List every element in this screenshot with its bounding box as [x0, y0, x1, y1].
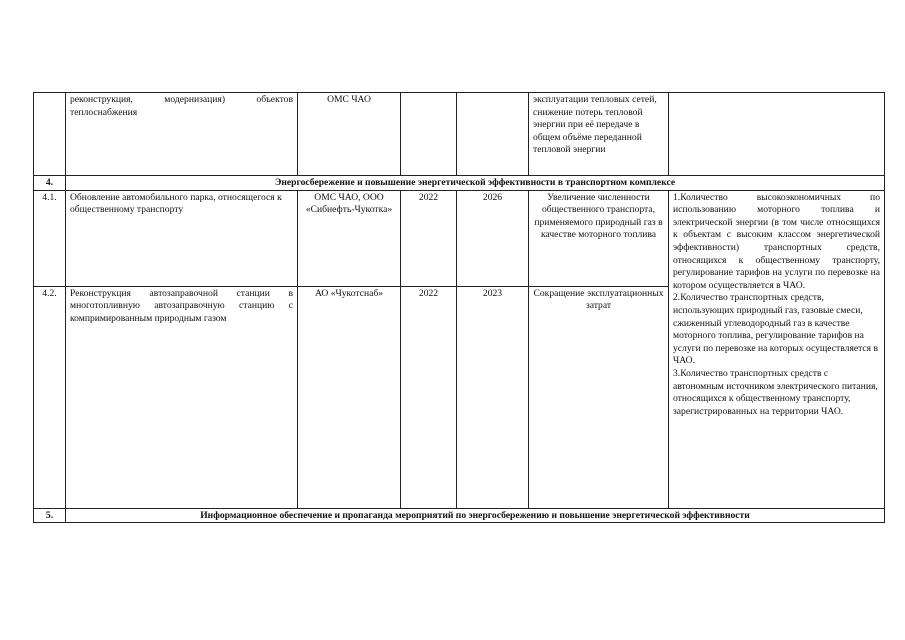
start-year: 2022: [401, 286, 457, 508]
expected-effect: Сокращение эксплуатационных затрат: [529, 286, 669, 508]
section-row: [34, 176, 885, 191]
expected-effect: эксплуатации тепловых сетей, снижение потерь тепловой энергии при её передаче в общем объёме переданной тепловой энергии: [529, 93, 669, 176]
start-year: [401, 93, 457, 176]
indicator-1: 1.Количество высокоэкономичных по использованию моторного топлива и электрической энергии (в том числе относящихся к объектам с высоким классом энергетической эффективности) транспортных средств, относящихся к общественному транспорту, регулирование тарифов на услуги по перевозке на котором осуществляется в ЧАО.: [673, 191, 880, 291]
section-number: 5.: [34, 508, 66, 523]
row-number: [34, 93, 66, 176]
section-title: Информационное обеспечение и пропаганда мероприятий по энергосбережению и повышение энергетической эффективности: [66, 508, 885, 523]
end-year: [457, 93, 529, 176]
table-row: [34, 190, 885, 286]
executor: АО «Чукотснаб»: [298, 286, 401, 508]
end-year: 2026: [457, 190, 529, 286]
section-title: Энергосбережение и повышение энергетической эффективности в транспортном комплексе: [66, 176, 885, 191]
indicator-2: 2.Количество транспортных средств, использующих природный газ, газовые смеси, сжиженный углеводородный газ в качестве моторного топлива, регулирование тарифов на услуги по перевозке на которых осуществляется в ЧАО.: [673, 292, 879, 367]
expected-effect: Увеличение численности общественного транспорта, применяемого природный газ в качестве моторного топлива: [529, 190, 669, 286]
section-row: [34, 508, 885, 523]
end-year: 2023: [457, 286, 529, 508]
measure-name: Обновление автомобильного парка, относящегося к общественному транспорту: [66, 190, 298, 286]
section-number: 4.: [34, 176, 66, 191]
measure-name: Реконструкция автозаправочной станции в многотопливную автозаправочную станцию с компримированным природным газом: [66, 286, 298, 508]
start-year: 2022: [401, 190, 457, 286]
measures-table: [33, 92, 885, 523]
indicator-3: 3.Количество транспортных средств с автономным источником электрического питания, относящихся к общественному транспорту, зарегистрированных на территории ЧАО.: [673, 367, 878, 417]
executor: ОМС ЧАО, ООО «Сибнефть-Чукотка»: [298, 190, 401, 286]
indicators: [669, 190, 885, 508]
table-row: [34, 93, 885, 176]
executor: ОМС ЧАО: [298, 93, 401, 176]
indicators: [669, 93, 885, 176]
row-number: 4.2.: [34, 286, 66, 508]
row-number: 4.1.: [34, 190, 66, 286]
measure-name: реконструкция, модернизация) объектов теплоснабжения: [66, 93, 298, 176]
